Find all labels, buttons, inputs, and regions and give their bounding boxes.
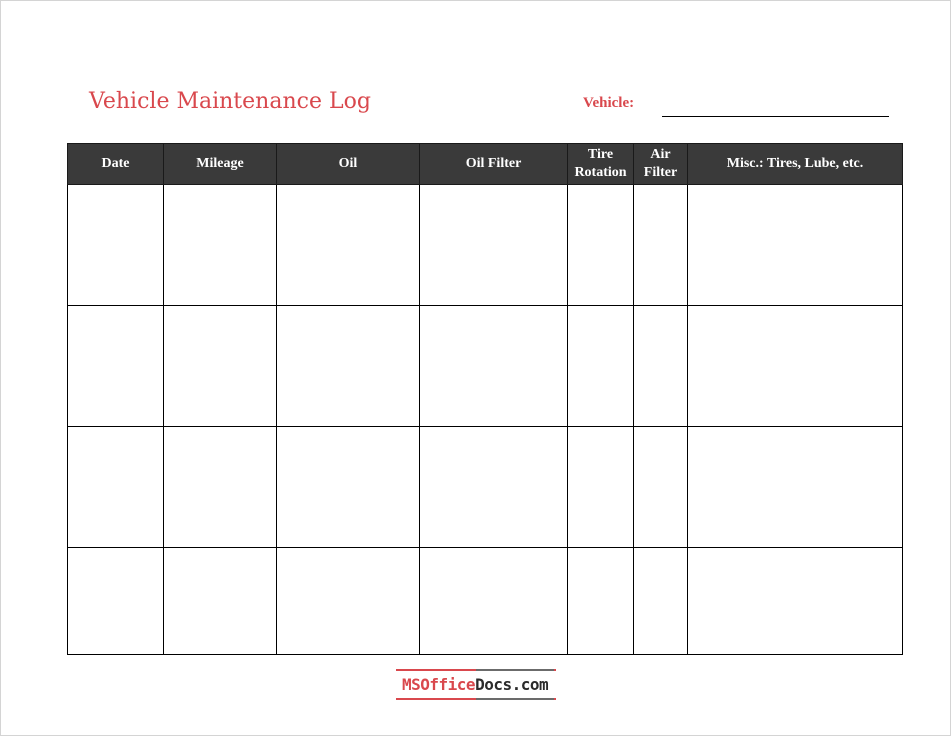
document-title: Vehicle Maintenance Log [89,89,371,114]
table-cell[interactable] [164,306,277,427]
table-row [68,427,903,548]
table-row [68,306,903,427]
table-cell[interactable] [634,306,688,427]
table-cell[interactable] [164,427,277,548]
column-header-mileage: Mileage [164,144,277,185]
table-cell[interactable] [634,185,688,306]
table-cell[interactable] [568,185,634,306]
table-row [68,185,903,306]
table-cell[interactable] [634,548,688,655]
column-header-tire-rotation: Tire Rotation [568,144,634,185]
table-cell[interactable] [420,185,568,306]
table-cell[interactable] [688,427,903,548]
column-header-air-filter: Air Filter [634,144,688,185]
maintenance-log-table [67,143,903,655]
table-cell[interactable] [568,427,634,548]
logo-docs: Docs.com [475,675,549,694]
table-cell[interactable] [420,306,568,427]
table-cell[interactable] [688,306,903,427]
table-row [68,548,903,655]
logo-ms: MS [402,675,421,694]
table-cell[interactable] [420,427,568,548]
table-cell[interactable] [688,548,903,655]
table-cell[interactable] [277,427,420,548]
logo-top-rule-dark [476,669,554,671]
table-cell[interactable] [277,306,420,427]
table-cell[interactable] [68,548,164,655]
msofficedocs-logo [396,669,556,705]
table-cell[interactable] [568,548,634,655]
table-cell[interactable] [68,185,164,306]
column-header-date: Date [68,144,164,185]
table-cell[interactable] [568,306,634,427]
logo-office: Office [420,675,476,694]
table-cell[interactable] [164,185,277,306]
column-header-misc: Misc.: Tires, Lube, etc. [688,144,903,185]
table-cell[interactable] [68,306,164,427]
table-cell[interactable] [688,185,903,306]
logo-text [402,675,548,695]
table-cell[interactable] [634,427,688,548]
column-header-oil-filter: Oil Filter [420,144,568,185]
table-cell[interactable] [277,548,420,655]
table-cell[interactable] [277,185,420,306]
vehicle-field[interactable] [662,116,889,117]
logo-bottom-rule-dark [476,698,554,700]
table-cell[interactable] [68,427,164,548]
column-header-oil: Oil [277,144,420,185]
table-header-row [68,144,903,185]
vehicle-label: Vehicle: [583,95,635,111]
table-cell[interactable] [164,548,277,655]
table-cell[interactable] [420,548,568,655]
